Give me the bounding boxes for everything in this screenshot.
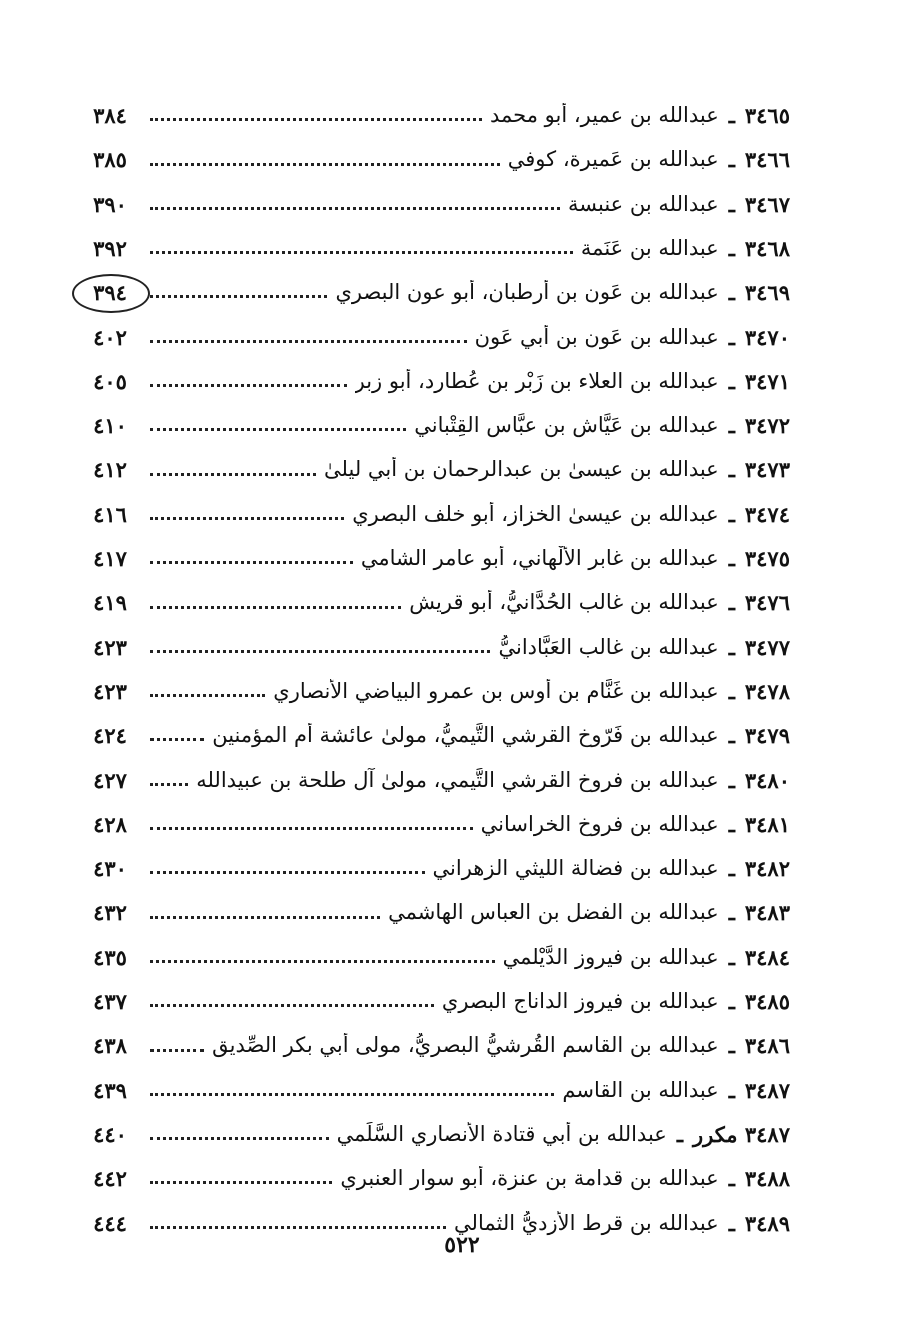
entry-title: عبدالله بن فضالة الليثي الزهراني [432, 856, 719, 881]
entry-number: ٣٤٨٠ [744, 767, 790, 793]
entry-page-number: ٤٠٥ [93, 368, 127, 394]
dot-leader [150, 1092, 554, 1096]
entry-page-number: ٤٤٢ [93, 1166, 127, 1192]
dot-leader [150, 826, 473, 830]
dot-leader [150, 782, 188, 786]
entry-page-number: ٣٨٤ [93, 103, 127, 129]
entry-title: عبدالله بن فروخ القرشي التَّيمي، مولىٰ آل طلحة بن عبيدالله [196, 767, 719, 792]
dot-leader [150, 383, 347, 387]
entry-dash: ـ [728, 457, 735, 483]
entry-title: عبدالله بن القاسم [562, 1077, 719, 1102]
entry-dash: ـ [676, 1121, 683, 1147]
toc-entry [78, 660, 790, 704]
dot-leader [150, 693, 265, 697]
entry-page-number: ٤٤٤ [93, 1210, 127, 1236]
entry-title: عبدالله بن عيسىٰ بن عبدالرحمان بن أبي ليلىٰ [324, 457, 719, 482]
entry-page-number: ٤١٧ [93, 546, 127, 572]
entry-title: عبدالله بن قدامة بن عنزة، أبو سوار العنبري [340, 1166, 719, 1191]
dot-leader [150, 649, 490, 653]
entry-title: عبدالله بن القاسم القُرشيُّ البصريُّ، مولى أبي بكر الصِّديق [212, 1033, 719, 1058]
toc-entry [78, 350, 790, 394]
entry-title: عبدالله بن عَيَّاش بن عبَّاس القِتْباني [414, 413, 719, 438]
entry-page-number: ٤٣٨ [93, 1033, 127, 1059]
entry-title: عبدالله بن عمير، أبو محمد [489, 103, 719, 128]
dot-leader [150, 117, 482, 121]
entry-page-number: ٤٢٤ [93, 723, 127, 749]
entry-page-number: ٤٠٢ [93, 324, 127, 350]
entry-number: ٣٤٦٩ [744, 280, 790, 306]
entry-number: ٣٤٧٢ [744, 413, 790, 439]
entry-dash: ـ [728, 767, 735, 793]
toc-entry [78, 128, 790, 172]
entry-dash: ـ [728, 1210, 735, 1236]
entry-number: ٣٤٦٨ [744, 236, 790, 261]
entry-dash: ـ [728, 1077, 735, 1103]
entry-page-number: ٤١٩ [93, 590, 127, 616]
toc-entry [78, 1103, 790, 1147]
dot-leader [150, 560, 353, 564]
entry-dash: ـ [728, 1033, 735, 1059]
toc-entry [78, 1059, 790, 1103]
entry-number: ٣٤٦٥ [744, 103, 790, 129]
entry-title: عبدالله بن غالب العَبَّادانيُّ [498, 634, 719, 659]
entry-number: ٣٤٧٠ [744, 324, 790, 350]
entry-number: ٣٤٨٦ [744, 1033, 790, 1059]
entry-number: ٣٤٨٥ [744, 989, 790, 1015]
entry-number: ٣٤٦٦ [744, 147, 790, 173]
dot-leader [150, 870, 425, 874]
entry-title: عبدالله بن عَون بن أبي عَون [474, 324, 719, 349]
toc-entry [78, 305, 790, 349]
entry-dash: ـ [728, 191, 735, 217]
entry-number: ٣٤٦٧ [744, 191, 790, 217]
toc-entry [78, 438, 790, 482]
entry-number: ٣٤٧١ [744, 368, 790, 394]
entry-dash: ـ [728, 546, 735, 572]
toc-entry [78, 704, 790, 748]
dot-leader [150, 1136, 329, 1140]
entry-title: عبدالله بن غالب الحُدَّانيُّ، أبو قريش [409, 590, 719, 615]
entry-dash: ـ [728, 590, 735, 616]
entry-title: عبدالله بن فيروز الداناج البصري [441, 989, 719, 1014]
entry-number: ٣٤٧٥ [744, 546, 790, 572]
dot-leader [150, 959, 495, 963]
entry-dash: ـ [728, 856, 735, 882]
toc-entry [78, 217, 790, 261]
entry-number: ٣٤٧٤ [744, 501, 790, 527]
entry-number: ٣٤٧٨ [744, 678, 790, 704]
entry-title: عبدالله بن أبي قتادة الأنصاري السَّلَمي [336, 1121, 667, 1146]
dot-leader [150, 472, 316, 476]
entry-page-number: ٣٨٥ [93, 147, 127, 173]
entry-dash: ـ [728, 723, 735, 749]
entry-title: عبدالله بن العلاء بن زَبْر بن عُطارد، أبو زبر [354, 368, 719, 393]
entry-title: عبدالله بن فَرّوخ القرشي التَّيميُّ، مولىٰ عائشة أم المؤمنين [212, 723, 719, 748]
toc-entry [78, 881, 790, 925]
entry-number: ٣٤٧٩ [744, 723, 790, 749]
dot-leader [150, 516, 344, 520]
dot-leader [150, 250, 573, 254]
entry-dash: ـ [728, 989, 735, 1015]
entry-dash: ـ [728, 501, 735, 527]
dot-leader [150, 737, 204, 741]
entry-number: ٣٤٨٨ [744, 1166, 790, 1192]
toc-entry [78, 748, 790, 792]
entry-dash: ـ [728, 678, 735, 704]
entry-page-number: ٤٤٠ [93, 1121, 127, 1147]
entry-dash: ـ [728, 413, 735, 439]
toc-entry [78, 1147, 790, 1191]
entry-dash: ـ [728, 324, 735, 350]
entry-page-number: ٤٣٠ [93, 856, 127, 882]
entry-page-number: ٤٢٧ [93, 767, 127, 793]
entry-number: ٣٤٧٦ [744, 590, 790, 616]
dot-leader [150, 339, 467, 343]
entry-page-number: ٣٩٢ [93, 236, 127, 261]
entry-title: عبدالله بن غابر الألْهاني، أبو عامر الشامي [360, 546, 719, 571]
entry-page-number: ٤٣٩ [93, 1077, 127, 1103]
toc-entry [78, 571, 790, 615]
dot-leader [150, 427, 406, 431]
entry-title: عبدالله بن الفضل بن العباس الهاشمي [388, 900, 719, 925]
toc-entry [78, 926, 790, 970]
entry-title: عبدالله بن عَميرة، كوفي [507, 147, 719, 172]
entry-title: عبدالله بن عنبسة [568, 191, 719, 216]
entry-dash: ـ [728, 147, 735, 173]
entry-page-number: ٤٢٣ [93, 634, 127, 660]
entry-page-number: ٤١٢ [93, 457, 127, 483]
dot-leader [150, 1225, 446, 1229]
entry-dash: ـ [728, 1166, 735, 1192]
dot-leader [150, 1048, 204, 1052]
toc-entry [78, 1191, 790, 1235]
dot-leader [150, 162, 500, 166]
table-of-contents [78, 84, 790, 1236]
entry-page-number-circled: ٣٩٤ [78, 280, 142, 305]
entry-title: عبدالله بن عَون بن أرطبان، أبو عون البصري [335, 280, 719, 305]
entry-dash: ـ [728, 634, 735, 660]
dot-leader [150, 206, 560, 210]
toc-entry [78, 1014, 790, 1058]
entry-number: ٣٤٧٧ [744, 634, 790, 660]
entry-number: ٣٤٨٣ [744, 900, 790, 926]
entry-number: ٣٤٧٣ [744, 457, 790, 483]
entry-number: ٣٤٨٤ [744, 944, 790, 970]
entry-title: عبدالله بن عَنَمة [580, 236, 719, 260]
entry-dash: ـ [728, 811, 735, 837]
entry-title: عبدالله بن غَنَّام بن أوس بن عمرو البياضي الأنصاري [273, 678, 719, 703]
dot-leader [150, 1003, 434, 1007]
entry-number: ٣٤٨١ [744, 811, 790, 837]
toc-entry [78, 970, 790, 1014]
toc-entry [78, 173, 790, 217]
toc-entry [78, 261, 790, 305]
entry-title: عبدالله بن فيروز الدَّيْلمي [502, 944, 719, 969]
dot-leader [150, 605, 401, 609]
entry-page-number: ٤٢٨ [93, 811, 127, 837]
entry-dash: ـ [728, 236, 735, 261]
entry-dash: ـ [728, 944, 735, 970]
entry-page-number: ٣٩٠ [93, 191, 127, 217]
toc-entry [78, 527, 790, 571]
entry-page-number: ٤٣٧ [93, 989, 127, 1015]
toc-entry [78, 394, 790, 438]
entry-number: ٣٤٨٧ مكرر [692, 1121, 790, 1147]
entry-dash: ـ [728, 368, 735, 394]
entry-dash: ـ [728, 103, 735, 129]
toc-entry [78, 84, 790, 128]
entry-page-number: ٤٣٢ [93, 900, 127, 926]
entry-number: ٣٤٨٩ [744, 1210, 790, 1236]
toc-entry [78, 616, 790, 660]
toc-entry [78, 483, 790, 527]
entry-page-number: ٤٣٥ [93, 944, 127, 970]
entry-title: عبدالله بن فروخ الخراساني [480, 811, 719, 836]
toc-entry [78, 837, 790, 881]
entry-dash: ـ [728, 280, 735, 306]
entry-page-number: ٤٢٣ [93, 678, 127, 704]
toc-entry [78, 793, 790, 837]
entry-number: ٣٤٨٢ [744, 856, 790, 882]
dot-leader [150, 1180, 332, 1184]
page-footer-number: ٥٢٢ [444, 1232, 480, 1258]
entry-title: عبدالله بن قرط الأزديُّ الثمالي [454, 1210, 719, 1235]
dot-leader [150, 294, 327, 298]
dot-leader [150, 915, 380, 919]
entry-dash: ـ [728, 900, 735, 926]
entry-page-number: ٤١٦ [93, 501, 127, 527]
entry-number: ٣٤٨٧ [744, 1077, 790, 1103]
entry-title: عبدالله بن عيسىٰ الخزاز، أبو خلف البصري [352, 501, 719, 526]
entry-page-number: ٤١٠ [93, 413, 127, 439]
